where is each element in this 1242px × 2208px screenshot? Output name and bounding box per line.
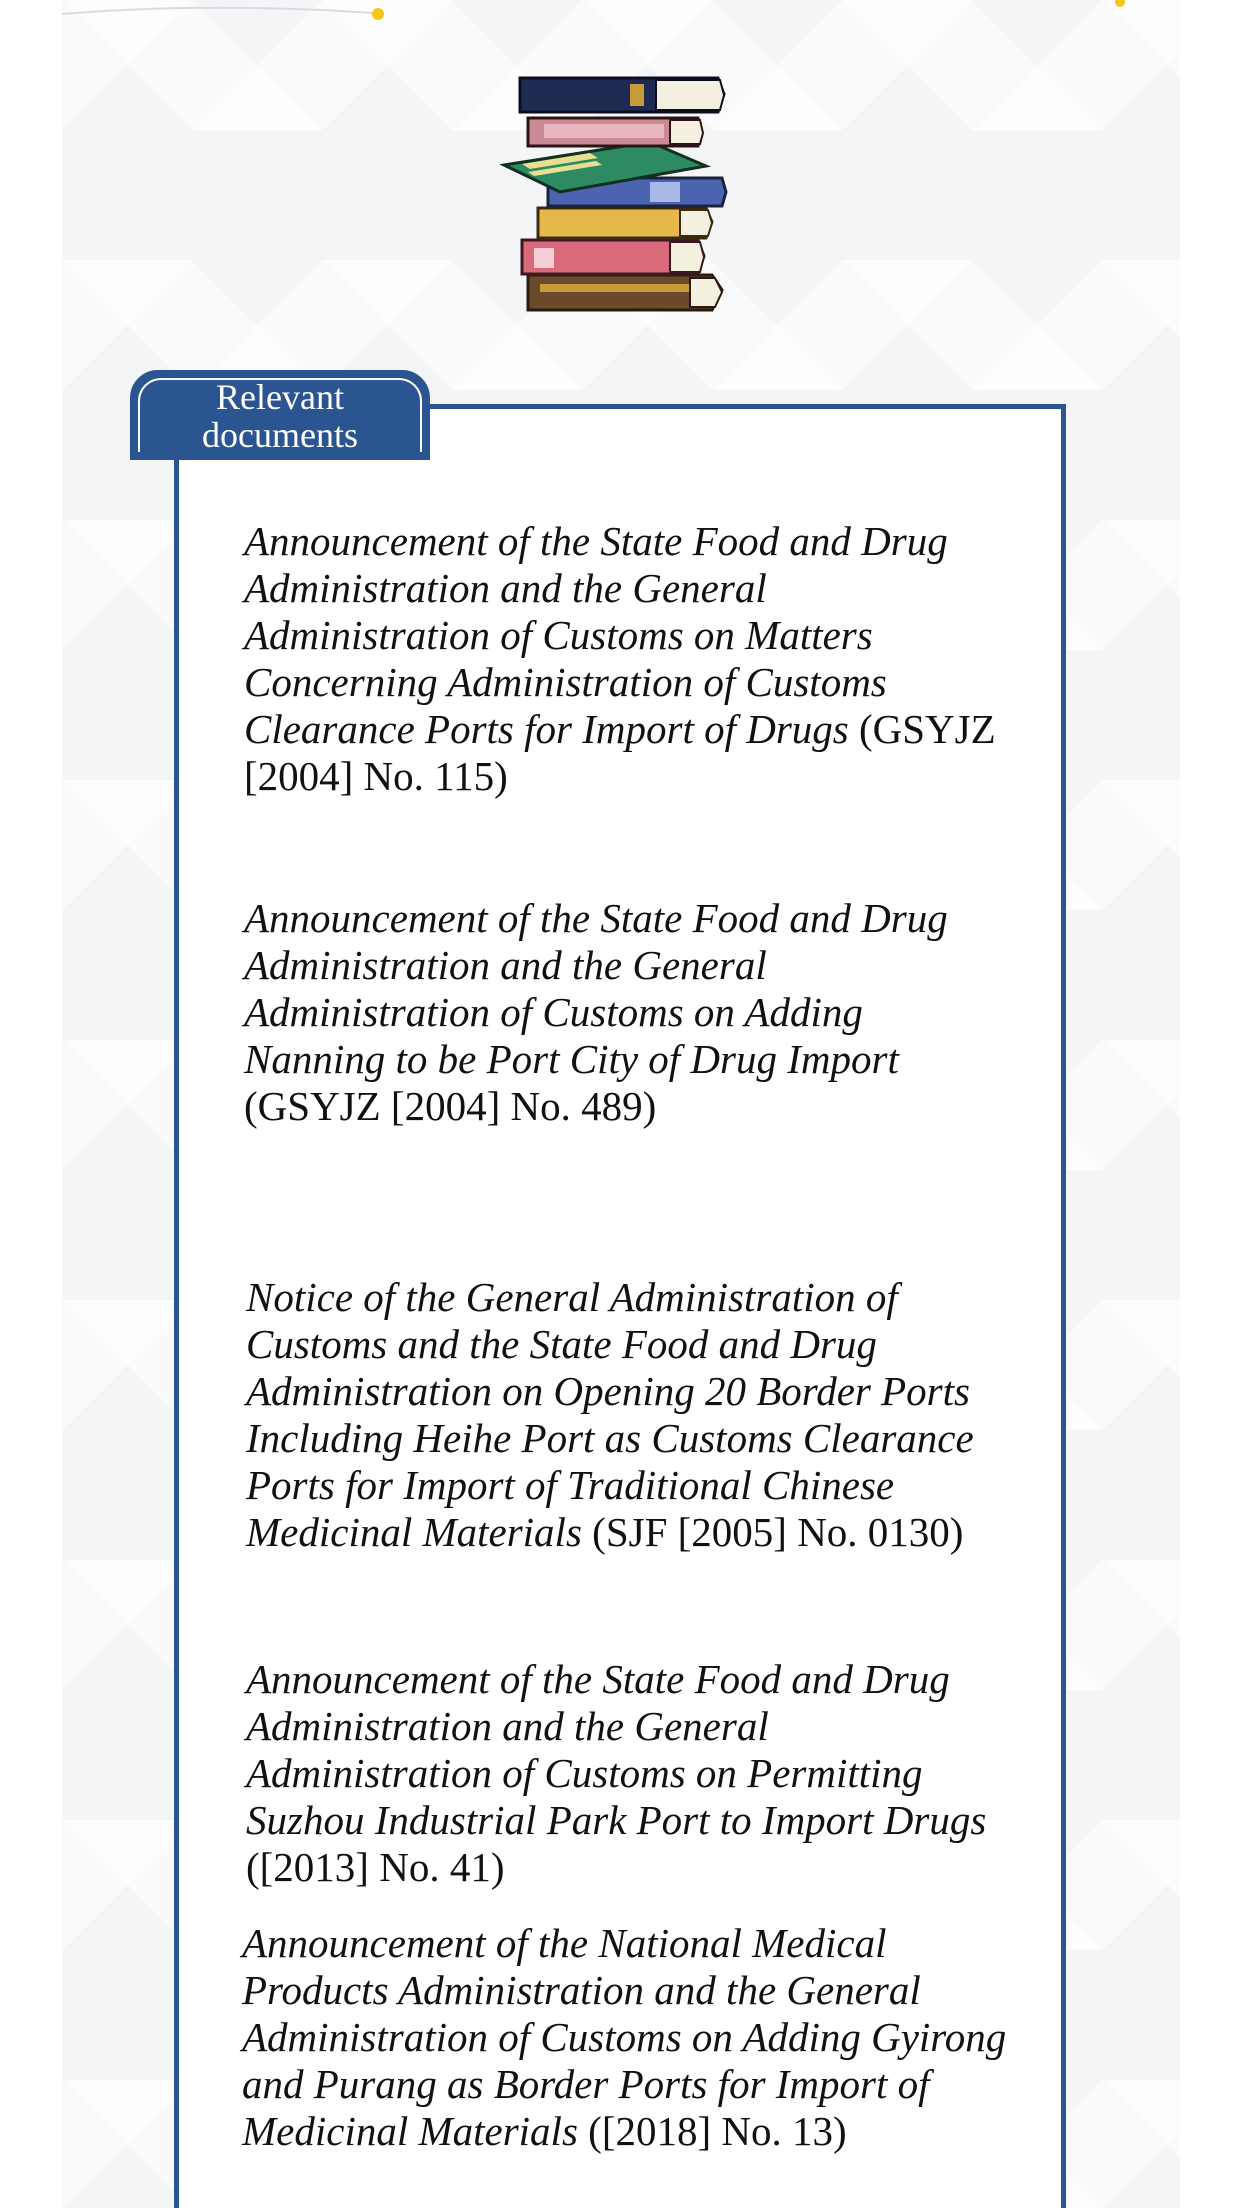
book-yellow xyxy=(538,208,712,238)
document-item-3 xyxy=(246,1274,1016,1556)
book-stack-icon xyxy=(500,70,750,330)
document-number: ([2013] No. 41) xyxy=(246,1844,505,1890)
book-bottom xyxy=(528,275,722,310)
book-rose xyxy=(528,118,703,146)
document-item-4 xyxy=(246,1656,1016,1891)
book-top xyxy=(520,78,724,112)
document-item-2 xyxy=(244,895,1014,1130)
book-pink xyxy=(522,240,704,274)
section-tab-label: Relevant documents xyxy=(138,378,422,452)
document-title: Notice of the General Administration of Customs and the State Food and Drug Administration on Opening 20 Border Ports Including Heihe Port as Customs Clearance Ports for Import of Traditional Chinese Medicinal Materials xyxy=(246,1274,974,1555)
document-title: Announcement of the National Medical Products Administration and the General Administration of Customs on Adding Gyirong and Purang as Border Ports for Import of Medicinal Materials xyxy=(242,1920,1007,2154)
document-number: ([2018] No. 13) xyxy=(577,2108,847,2154)
top-decoration xyxy=(62,0,1180,20)
document-number: (GSYJZ [2004] No. 489) xyxy=(244,1083,657,1129)
document-number: (GSYJZ [2004] No. 115) xyxy=(244,706,996,799)
document-title: Announcement of the State Food and Drug Administration and the General Administration of Customs on Matters Concerning Administration of Customs Clearance Ports for Import of Drugs xyxy=(244,518,948,752)
document-number: (SJF [2005] No. 0130) xyxy=(581,1509,964,1555)
document-title: Announcement of the State Food and Drug Administration and the General Administration of Customs on Permitting Suzhou Industrial Park Port to Import Drugs xyxy=(246,1656,987,1843)
document-item-5 xyxy=(242,1920,1012,2155)
section-tab xyxy=(130,370,430,460)
document-item-1 xyxy=(244,518,1014,800)
document-title: Announcement of the State Food and Drug Administration and the General Administration of Customs on Adding Nanning to be Port City of Drug Import xyxy=(244,895,948,1082)
